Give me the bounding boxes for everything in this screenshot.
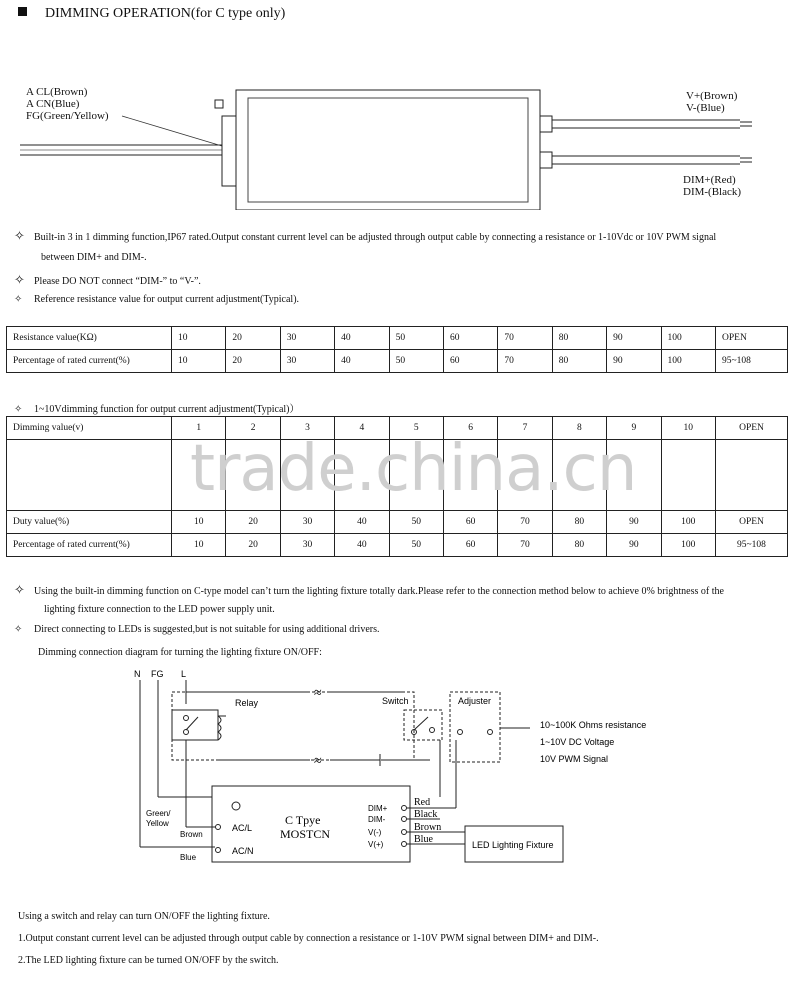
footer-line-3: 2.The LED lighting fixture can be turned ON/OFF by the switch.	[18, 955, 279, 966]
product-image	[0, 60, 800, 210]
wire-blue: Blue	[414, 834, 433, 845]
diagram-caption: Dimming connection diagram for turning the lighting fixture ON/OFF:	[38, 647, 322, 658]
table2-caption: ✧ 1~10Vdimming function for output current adjustment(Typical)）	[14, 404, 300, 415]
pin-ac-n: AC/N	[232, 846, 254, 856]
pin-v-minus: V(-)	[368, 828, 382, 837]
label-n: N	[134, 669, 141, 679]
adjuster-label: Adjuster	[458, 696, 492, 706]
note-direct-connect: ✧ Direct connecting to LEDs is suggested,but is not suitable for using additional drivers.	[14, 624, 380, 635]
footer-line-1: Using a switch and relay can turn ON/OFF the lighting fixture.	[18, 911, 270, 922]
diamond-bullet-icon: ✧	[14, 404, 23, 415]
note-reference-resistance: ✧ Reference resistance value for output current adjustment(Typical).	[14, 294, 300, 305]
note-builtin-dimming-cont: between DIM+ and DIM-.	[41, 252, 147, 263]
input-wire-labels	[26, 86, 109, 122]
label-v-plus: V+(Brown)	[686, 90, 738, 102]
wire-brown: Brown	[414, 822, 442, 833]
section-title-text: DIMMING OPERATION(for C type only)	[45, 6, 286, 21]
wire-brown-left: Brown	[180, 830, 203, 839]
wire-red: Red	[414, 797, 431, 808]
label-dim-plus: DIM+(Red)	[683, 174, 736, 186]
diamond-bullet-icon: ✧	[14, 582, 25, 597]
note-cannot-dark: ✧ Using the built-in dimming function on C-type model can’t turn the lighting fixture totally dark.Please refer to the connection method below to achieve 0% brightness of the	[14, 582, 724, 597]
label-dim-minus: DIM-(Black)	[683, 186, 742, 198]
note-builtin-dimming: ✧ Built-in 3 in 1 dimming function,IP67 rated.Output constant current level can be adjusted through output cable by connecting a resistance or 1-10Vdc or 10V PWM signal	[14, 228, 717, 243]
driver-name-2: MOSTCN	[280, 827, 331, 841]
diamond-bullet-icon: ✧	[14, 272, 25, 287]
label-v-minus: V-(Blue)	[686, 102, 725, 114]
wiring-diagram	[0, 662, 800, 872]
relay-label: Relay	[235, 698, 259, 708]
pin-v-plus: V(+)	[368, 840, 384, 849]
adjuster-note-voltage: 1~10V DC Voltage	[540, 737, 615, 747]
label-ac-n: A CN(Blue)	[26, 98, 80, 110]
output-wire-labels	[686, 90, 737, 114]
note-do-not-connect: ✧ Please DO NOT connect “DIM-” to “V-”.	[14, 272, 201, 287]
pin-dim-plus: DIM+	[368, 804, 388, 813]
dim-wire-labels	[683, 174, 741, 198]
wire-green-2: Yellow	[146, 819, 169, 828]
table-row: Dimming value(v) 1 2 3 4 5 6 7 8 9 10 OPEN	[7, 417, 788, 440]
diamond-bullet-icon: ✧	[14, 228, 25, 243]
section-title	[18, 6, 285, 22]
table-row: Percentage of rated current(%) 10 20 30 40 50 60 70 80 90 100 95~108	[7, 350, 788, 373]
label-fg: FG(Green/Yellow)	[26, 110, 109, 122]
table-row: Duty value(%) 10 20 30 40 50 60 70 80 90 100 OPEN	[7, 511, 788, 534]
label-l: L	[181, 669, 187, 679]
square-bullet-icon	[18, 7, 27, 16]
svg-text:≈: ≈	[314, 686, 322, 701]
driver-name-1: C Tpye	[285, 813, 321, 827]
fixture-label: LED Lighting Fixture	[472, 840, 554, 850]
adjuster-note-pwm: 10V PWM Signal	[540, 754, 609, 764]
pin-dim-minus: DIM-	[368, 815, 386, 824]
label-fg: FG	[151, 669, 164, 679]
label-ac-l: A CL(Brown)	[26, 86, 88, 98]
wire-green-1: Green/	[146, 809, 171, 818]
resistance-table	[6, 326, 788, 373]
svg-text:≈: ≈	[314, 754, 322, 769]
wire-black: Black	[414, 809, 438, 820]
wire-blue-left: Blue	[180, 853, 197, 862]
note-cannot-dark-cont: lighting fixture connection to the LED power supply unit.	[44, 604, 275, 615]
watermark: trade.china.cn	[190, 432, 637, 506]
table-row: Resistance value(KΩ) 10 20 30 40 50 60 70 80 90 100 OPEN	[7, 327, 788, 350]
diamond-bullet-icon: ✧	[14, 294, 23, 305]
adjuster-note-resistance: 10~100K Ohms resistance	[540, 720, 647, 730]
diamond-bullet-icon: ✧	[14, 624, 23, 635]
pin-ac-l: AC/L	[232, 823, 253, 833]
switch-label: Switch	[382, 696, 409, 706]
table-row: Percentage of rated current(%) 10 20 30 40 50 60 70 80 90 100 95~108	[7, 534, 788, 557]
footer-line-2: 1.Output constant current level can be adjusted through output cable by connection a resistance or 1-10V PWM signal between DIM+ and DIM-.	[18, 933, 599, 944]
